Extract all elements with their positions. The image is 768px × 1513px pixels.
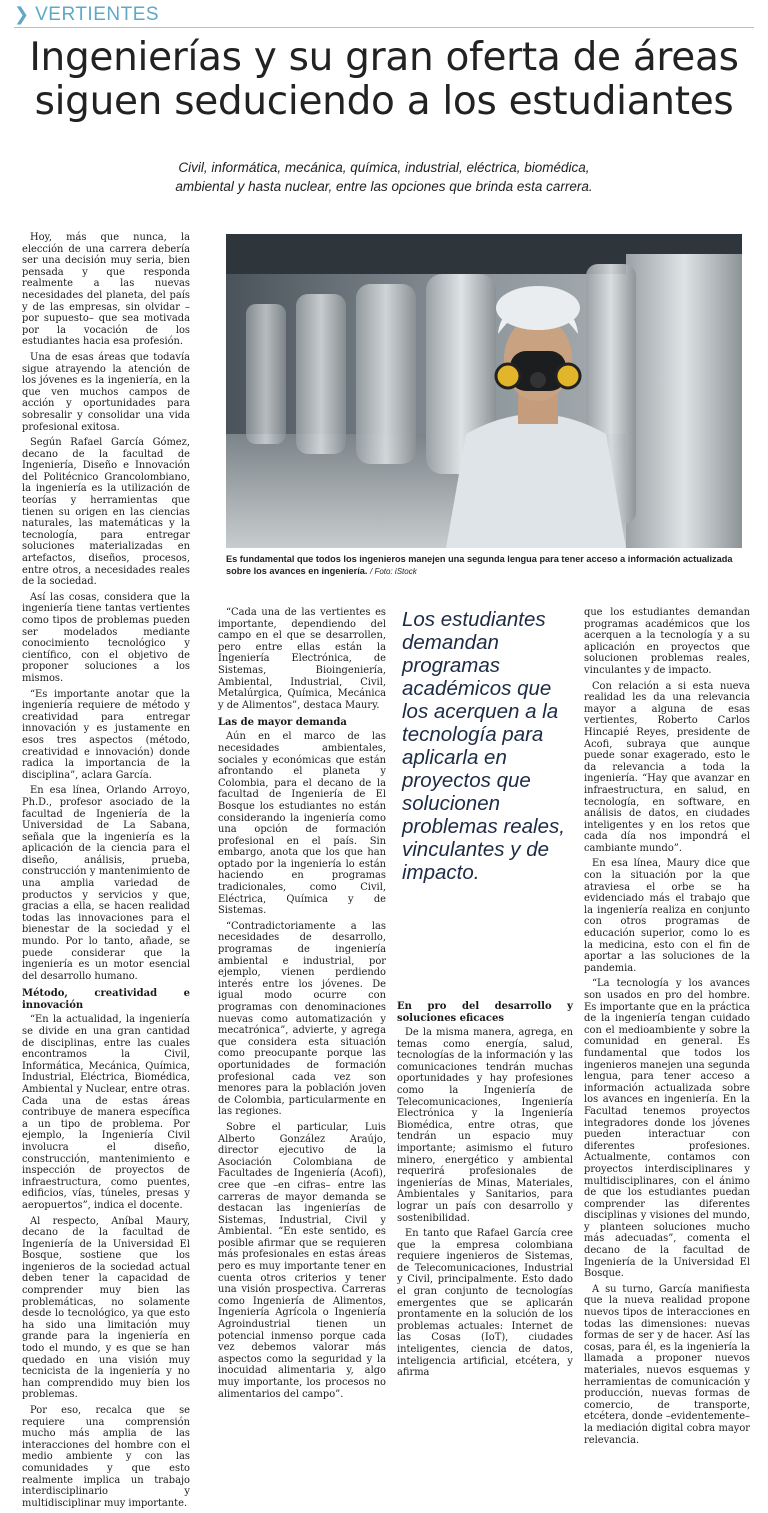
paragraph: Por eso, recalca que se requiere una comprensión mucho más amplia de las interacciones del hombre con el medio ambiente y con las comunidades y que esto realmente implica un trabajo interdisciplinario y multidisciplinar muy importante. <box>22 1405 190 1509</box>
article-photo <box>226 234 742 548</box>
caption-text: Es fundamental que todos los ingenieros manejen una segunda lengua para tener acceso a información actualizada sobre los avances en ingeniería. <box>226 554 733 576</box>
paragraph: Al respecto, Aníbal Maury, decano de la facultad de Ingeniería de la Universidad El Bosque, sostiene que los ingenieros de la sociedad actual deben tener la capacidad de comprender muy bien las problemáticas, no solamente desde lo tecnológico, ya que esto ha sido una limitación muy grande para la ingeniería en todo el mundo, y es que se han quedado en una visión muy tecnicista de la ingeniería y no han comprendido muy bien los problemas. <box>22 1215 190 1401</box>
section-header <box>14 4 159 26</box>
deck <box>120 158 648 196</box>
subheading: Método, creatividad e innovación <box>22 988 190 1012</box>
engineer-photo-illustration <box>226 234 742 548</box>
paragraph: Así las cosas, considera que la ingeniería tiene tantas vertientes como tipos de problemas pueden ser modelados mediante conocimiento tecnológico y científico, con el objetivo de proponer soluciones a los mismos. <box>22 591 190 684</box>
headline-line-2: siguen seduciendo a los estudiantes <box>34 79 734 124</box>
headline <box>14 36 754 124</box>
paragraph: Con relación a si esta nueva realidad les da una relevancia mayor a alguna de esas vertientes, Roberto Carlos Hincapié Reyes, presidente de Acofi, subraya que aunque puede sonar exagerado, esto le da relevancia a toda la ingeniería. “Hay que avanzar en infraestructura, en salud, en tecnología, en software, en análisis de datos, en ciudades inteligentes y en los retos que cada día nos impondrá el cambiante mundo”. <box>584 680 750 854</box>
section-divider <box>14 27 754 28</box>
paragraph: Según Rafael García Gómez, decano de la facultad de Ingeniería, Diseño e Innovación del Politécnico Grancolombiano, la ingeniería es la utilización de teorías y herramientas que tienen su origen en las ciencias naturales, las matemáticas y la tecnología, para entregar soluciones materializadas en artefactos, diseños, procesos, entre otros, a necesidades reales de la sociedad. <box>22 437 190 588</box>
deck-line-1: Civil, informática, mecánica, química, industrial, eléctrica, biomédica, <box>178 160 590 175</box>
paragraph: A su turno, García manifiesta que la nueva realidad propone nuevos tipos de interacciones en todas las dimensiones: nuevas formas de ser y de hacer. Así las cosas, para él, es la ingeniería la llamada a proponer nuevos materiales, nuevos esquemas y herramientas de comunicación y producción, nuevas formas de comercio, de transporte, etcétera, donde –evidentemente– la mediación digital cobra mayor relevancia. <box>584 1283 750 1446</box>
article-column-4 <box>584 607 750 1450</box>
subheading: Las de mayor demanda <box>218 717 347 729</box>
paragraph: “Contradictoriamente a las necesidades de desarrollo, programas de ingeniería ambiental e industrial, por ejemplo, vienen perdiendo interés entre los jóvenes. De igual modo ocurre con programas con denominaciones nuevas como automatización y mecatrónica”, advierte, y agrega que considera esta situación como preocupante porque las oportunidades de formación profesional cada vez son menores para la población joven de Colombia, particularmente en las regiones. <box>218 920 386 1118</box>
article-column-3 <box>397 995 573 1383</box>
paragraph: “Cada una de las vertientes es importante, dependiendo del campo en el que se desarrollen, pero entre ellas están la Ingeniería Electrónica, de Sistemas, Bioingeniería, Ambiental, Industrial, Civil, Metalúrgica, Química, Mecánica y de Alimentos”, destaca Maury. <box>218 607 386 711</box>
paragraph: “Es importante anotar que la ingeniería requiere de método y creatividad para entregar innovación y es justamente en esos tres aspectos (método, creatividad e innovación) donde radica la importancia de la disciplina”, aclara García. <box>22 688 190 781</box>
paragraph: Aún en el marco de las necesidades ambientales, sociales y económicas que están afrontando el planeta y Colombia, para el decano de la facultad de Ingeniería de El Bosque los estudiantes no están considerando la ingeniería como una opción de formación profesional en el país. Sin embargo, anota que los que han optado por la ingeniería lo están haciendo en programas tradicionales, como Civil, Eléctrica, Química y de Sistemas. <box>218 731 386 917</box>
article-column-1 <box>22 232 190 1513</box>
paragraph: Una de esas áreas que todavía sigue atrayendo la atención de los jóvenes es la ingeniería, en la que ven muchos campos de acción y oportunidades para sobresalir y consolidar una vida profesional exitosa. <box>22 351 190 433</box>
paragraph: que los estudiantes demandan programas académicos que los acerquen a la tecnología y a su aplicación en proyectos que solucionen problemas reales, vinculantes y de impacto. <box>584 607 750 676</box>
article-column-2 <box>218 607 386 1404</box>
headline-line-1: Ingenierías y su gran oferta de áreas <box>29 35 739 80</box>
chevron-right-icon: ❯ <box>14 4 30 25</box>
paragraph: En esa línea, Maury dice que con la situación por la que atraviesa el orbe se ha evidenciado más el trabajo que la ingeniería realiza en conjunto con otros programas de educación superior, como lo es la medicina, esto con el fin de aportar a las soluciones de la pandemia. <box>584 858 750 974</box>
section-label: VERTIENTES <box>35 4 160 25</box>
paragraph: “La tecnología y los avances son usados en pro del hombre. Es importante que en la práctica de la ingeniería tengan cuidado con el medioambiente y sobre la comunidad en general. Es fundamental que todos los ingenieros manejen una segunda lengua, para tener acceso a información actualizada sobre los avances en ingeniería. En la Facultad tenemos proyectos integradores donde los jóvenes pueden interactuar con diferentes profesiones. Actualmente, contamos con proyectos interdisciplinares y multidisciplinares, con el ánimo de que los estudiantes puedan comprender las diferentes disciplinas y visiones del mundo, y planteen soluciones mucho más adecuadas”, comenta el decano de la facultad de Ingeniería de la Universidad El Bosque. <box>584 978 750 1280</box>
paragraph: Hoy, más que nunca, la elección de una carrera debería ser una decisión muy seria, bien pensada y que responda realmente a las nuevas necesidades del planeta, del país y de las empresas, sin olvidar –por supuesto– que sea motivada por la vocación de los estudiantes hacia esa profesión. <box>22 232 190 348</box>
photo-caption <box>226 553 746 578</box>
paragraph: “En la actualidad, la ingeniería se divide en una gran cantidad de disciplinas, entre las cuales encontramos la Civil, Informática, Mecánica, Química, Industrial, Eléctrica, Biomédica, Ambiental y Nuclear, entre otras. Cada una de estas áreas contribuye de manera específica a un tipo de problema. Por ejemplo, la Ingeniería Civil involucra el diseño, construcción, mantenimiento e inspección de proyectos de infraestructura, como puentes, edificios, vías, túneles, presas y aeropuertos”, indica el docente. <box>22 1014 190 1211</box>
subheading: En pro del desarrollo y soluciones eficaces <box>397 1001 573 1024</box>
paragraph: En tanto que Rafael García cree que la empresa colombiana requiere ingenieros de Sistemas, de Telecomunicaciones, Industrial y Civil, principalmente. Esto dado el gran conjunto de tecnologías emergentes que se aplicarán prontamente en la solución de los problemas actuales: Internet de las Cosas (IoT), ciudades inteligentes, ciencia de datos, inteligencia artificial, etcétera, y afirma <box>397 1228 573 1379</box>
paragraph: Sobre el particular, Luis Alberto González Araújo, director ejecutivo de la Asociación Colombiana de Facultades de Ingeniería (Acofi), cree que –en cifras– entre las carreras de mayor demanda se destacan las ingenierías de Sistemas, Industrial, Civil y Ambiental. “En este sentido, es posible afirmar que se requieren más profesionales en estas áreas pero es muy importante tener en cuenta otros criterios y tener una visión prospectiva. Carreras como Ingeniería de Alimentos, Ingeniería Agrícola o Ingeniería Agroindustrial tienen un potencial inmenso porque cada vez debemos valorar más aspectos como la seguridad y la inocuidad alimentaria y, algo muy importante, los procesos no alimentarios del campo”. <box>218 1121 386 1400</box>
paragraph: De la misma manera, agrega, en temas como energía, salud, tecnologías de la información y las comunicaciones tendrán muchas oportunidades y hay profesiones como la Ingeniería de Telecomunicaciones, Ingeniería Electrónica y la Ingeniería Biomédica, entre otras, que tendrán un espacio muy importante; asimismo el futuro minero, energético y ambiental requerirá profesionales de ingenierías de Minas, Materiales, Ambientales y Sanitarios, para lograr un país con desarrollo y sostenibilidad. <box>397 1027 573 1224</box>
pull-quote: Los estudiantes demandan programas académicos que los acerquen a la tecnología para aplicarla en proyectos que solucionen problemas reales, vinculantes y de impacto. <box>402 608 565 884</box>
paragraph: En esa línea, Orlando Arroyo, Ph.D., profesor asociado de la facultad de Ingeniería de la Universidad de La Sabana, señala que la ingeniería es la aplicación de la ciencia para el diseño, análisis, prueba, construcción y mantenimiento de una amplia variedad de productos y servicios y que, gracias a ella, se hacen realidad todas las innovaciones para el bienestar de la sociedad y el mundo. Por lo tanto, añade, se puede considerar que la ingeniería es un motor esencial del desarrollo humano. <box>22 785 190 982</box>
deck-line-2: ambiental y hasta nuclear, entre las opciones que brinda esta carrera. <box>175 179 593 194</box>
photo-credit: / Foto: iStock <box>370 567 417 576</box>
